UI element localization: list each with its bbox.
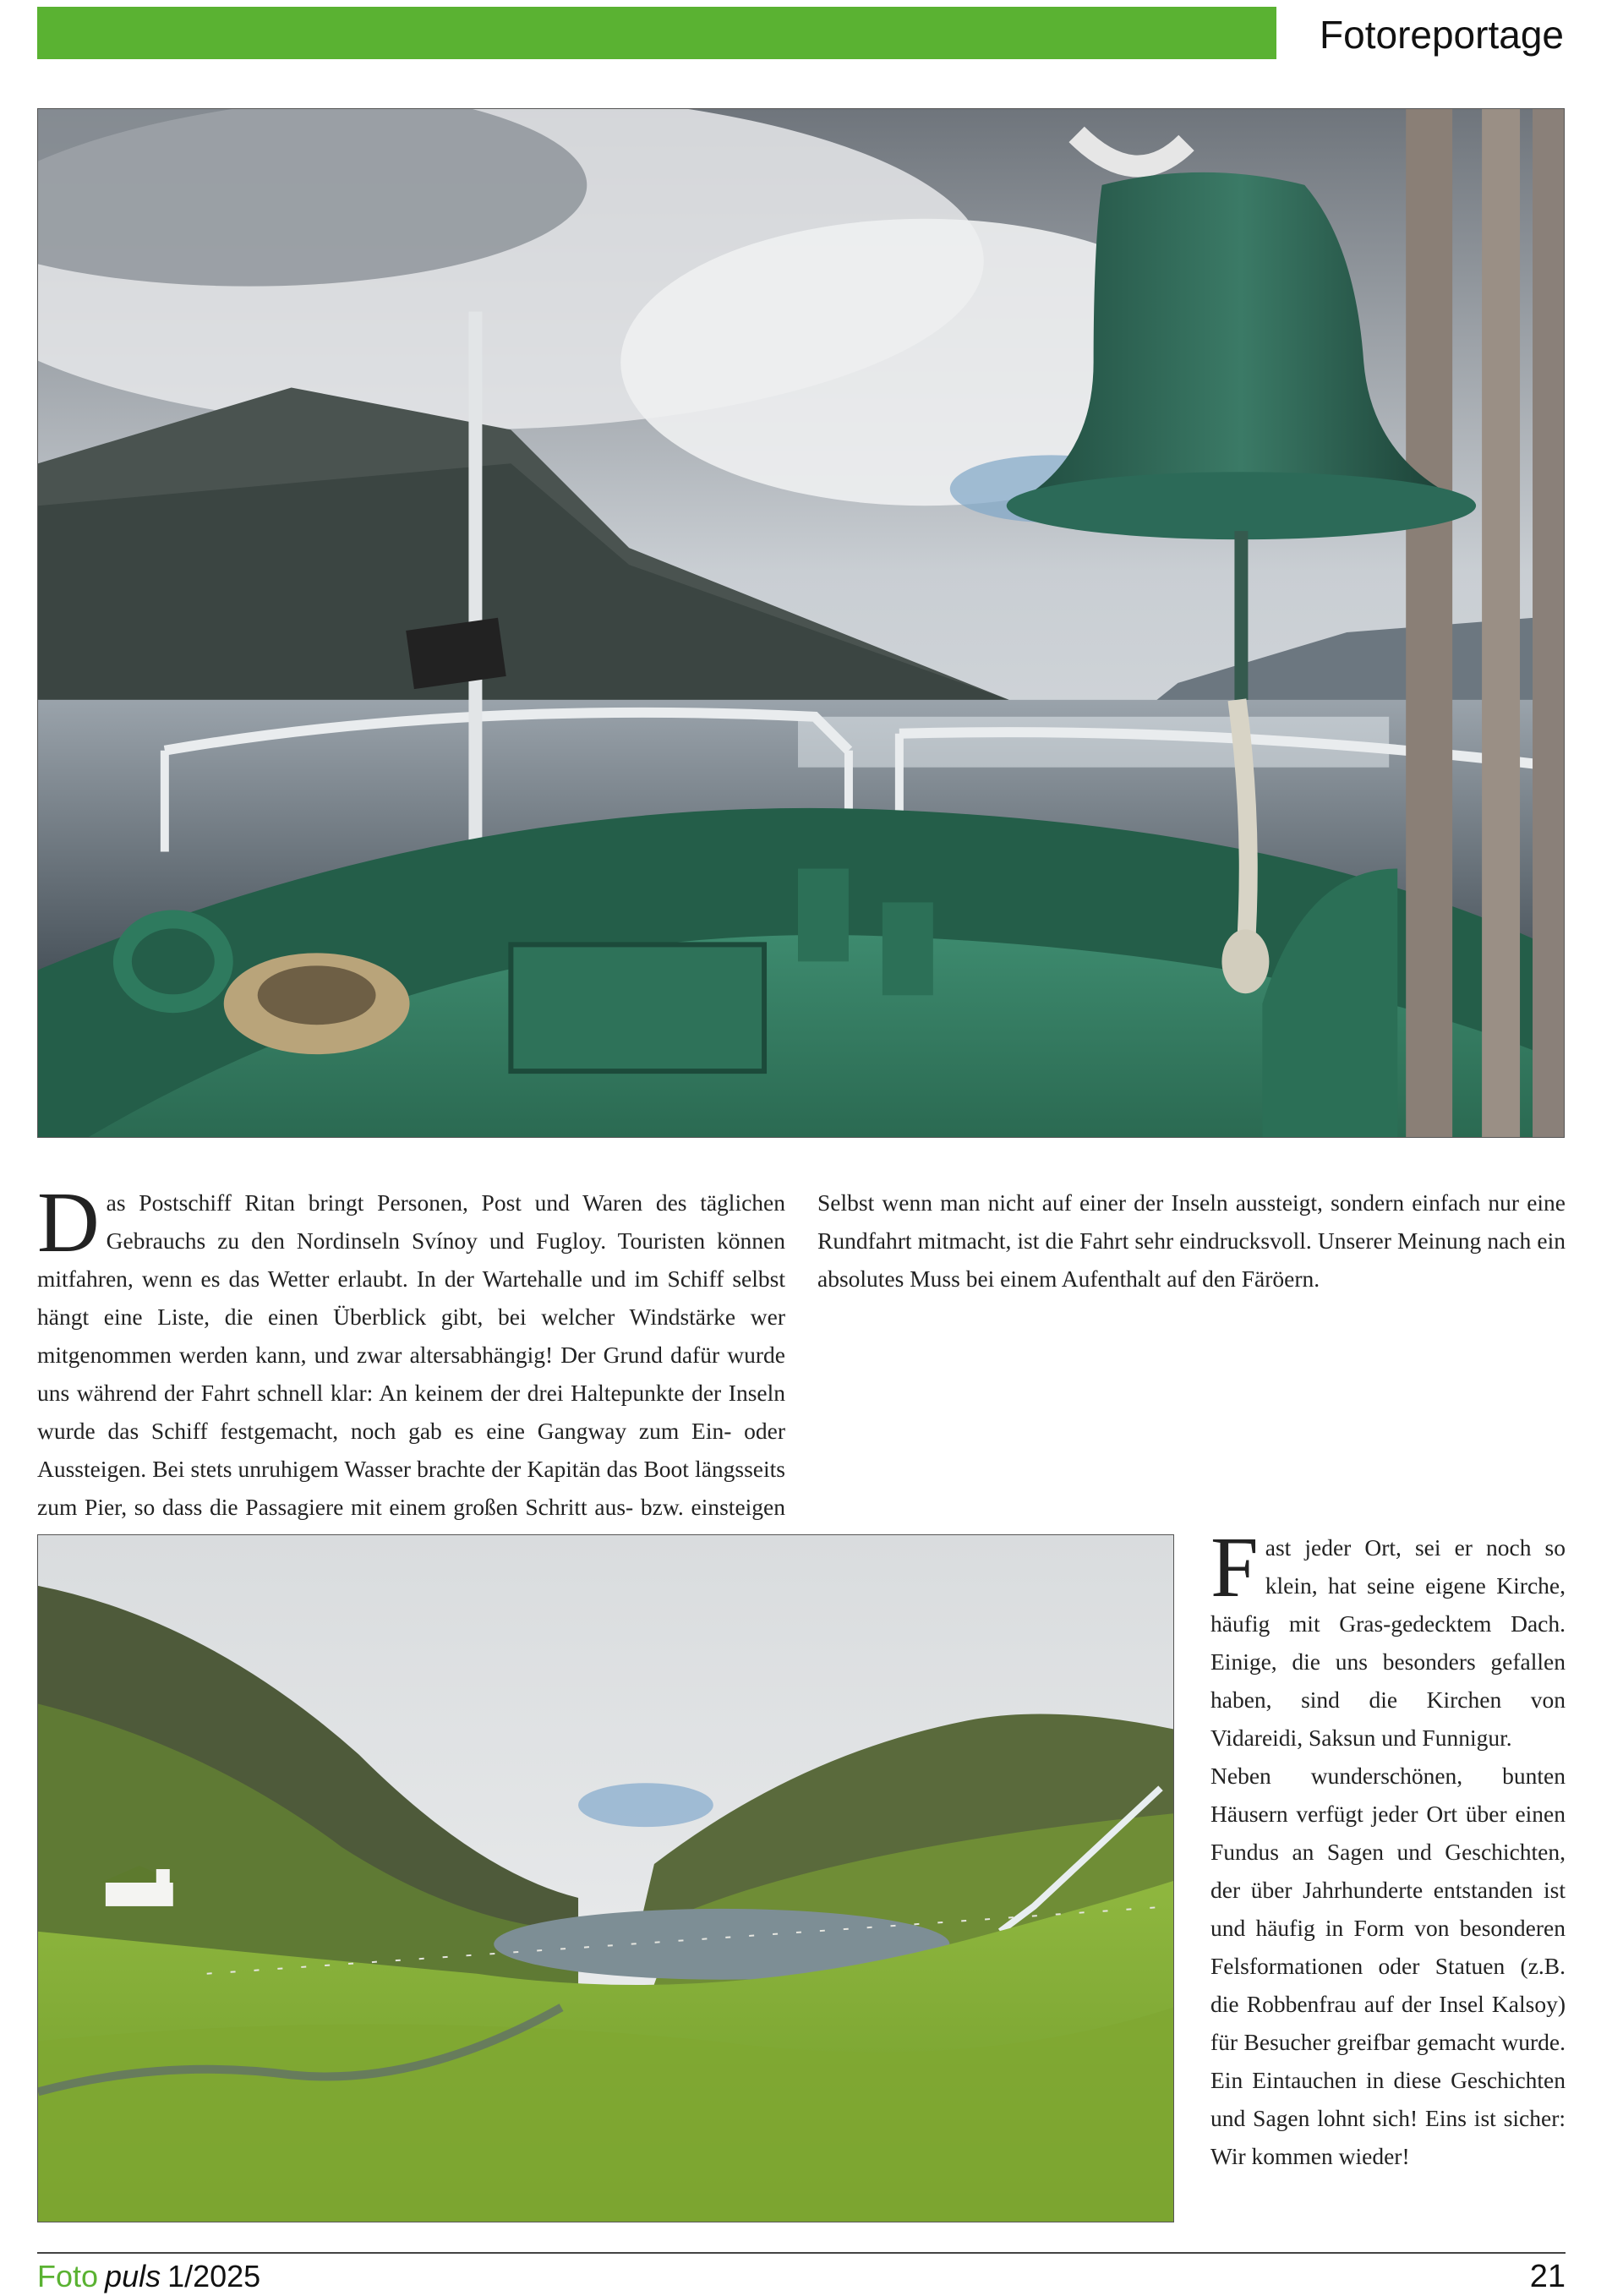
photo-green-valley-with-church (37, 1534, 1174, 2222)
paragraph-1-text: as Postschiff Ritan bringt Personen, Post und Waren des täglichen Gebrauchs zu den Nordinseln Svínoy und Fugloy. Touristen können mitfahren, wenn es das Wetter erlaubt. In der Wartehalle und im Schiff selbst hängt eine Liste, die einen Überblick gibt, bei welcher Windstärke wer mitgenommen werden kann, und zwar altersabhängig! Der Grund dafür wurde uns während der Fahrt schnell klar: An keinem der drei Haltepunkte der Inseln wurde das Schiff festgemacht, noch gab es eine Gangway zum Ein- oder Aussteigen. Bei stets unruhigem Wasser brachte der Kapitän das Boot längsseits zum Pier, so dass die Passagiere mit einem großen Schritt aus- bzw. einsteigen (37, 1189, 785, 1520)
ship-bow-illustration (38, 109, 1564, 1137)
valley-illustration (38, 1535, 1173, 2222)
article-paragraph-4: Neben wunderschönen, bunten Häusern verfügt jeder Ort über einen Fundus an Sagen und Geschichten, der über Jahrhunderte entstanden ist und häufig in Form von besonderen Felsformationen oder Statuen (z.B. die Robbenfrau auf der Insel Kalsoy) für Besucher greifbar gemacht wurde. Ein Eintauchen in diese Geschichten und Sagen lohnt sich! Eins ist sicher: Wir kommen wieder! (1210, 1763, 1566, 2169)
photo-ship-bow-with-bell (37, 108, 1565, 1138)
header-accent-bar (37, 7, 1276, 59)
article-column-2 (817, 1184, 1566, 1298)
footer-magazine-info (37, 2257, 260, 2296)
brand-foto: Foto (37, 2259, 99, 2293)
article-paragraph-3 (1210, 1520, 1566, 1757)
dropcap-d: D (37, 1175, 100, 1271)
brand-puls: puls (105, 2259, 161, 2293)
issue-number: 1/2025 (167, 2259, 261, 2293)
dropcap-f: F (1210, 1520, 1259, 1615)
paragraph-3-text: ast jeder Ort, sei er noch so klein, hat seine eigene Kirche, häufig mit Gras-gedecktem Dach. Einige, die uns besonders gefallen haben, sind die Kirchen von Vidareidi, Saksun und Funnigur. (1210, 1534, 1566, 1751)
article-column-3 (1210, 1520, 1566, 2175)
section-title: Fotoreportage (1320, 13, 1564, 57)
footer-rule (37, 2252, 1566, 2254)
article-paragraph-2: Selbst wenn man nicht auf einer der Inseln aussteigt, sondern einfach nur eine Rundfahrt mitmacht, ist die Fahrt sehr eindrucksvoll. Unserer Meinung nach ein absolutes Muss bei einem Aufenthalt auf den Färöern. (817, 1189, 1566, 1292)
page-number: 21 (1529, 2259, 1566, 2294)
